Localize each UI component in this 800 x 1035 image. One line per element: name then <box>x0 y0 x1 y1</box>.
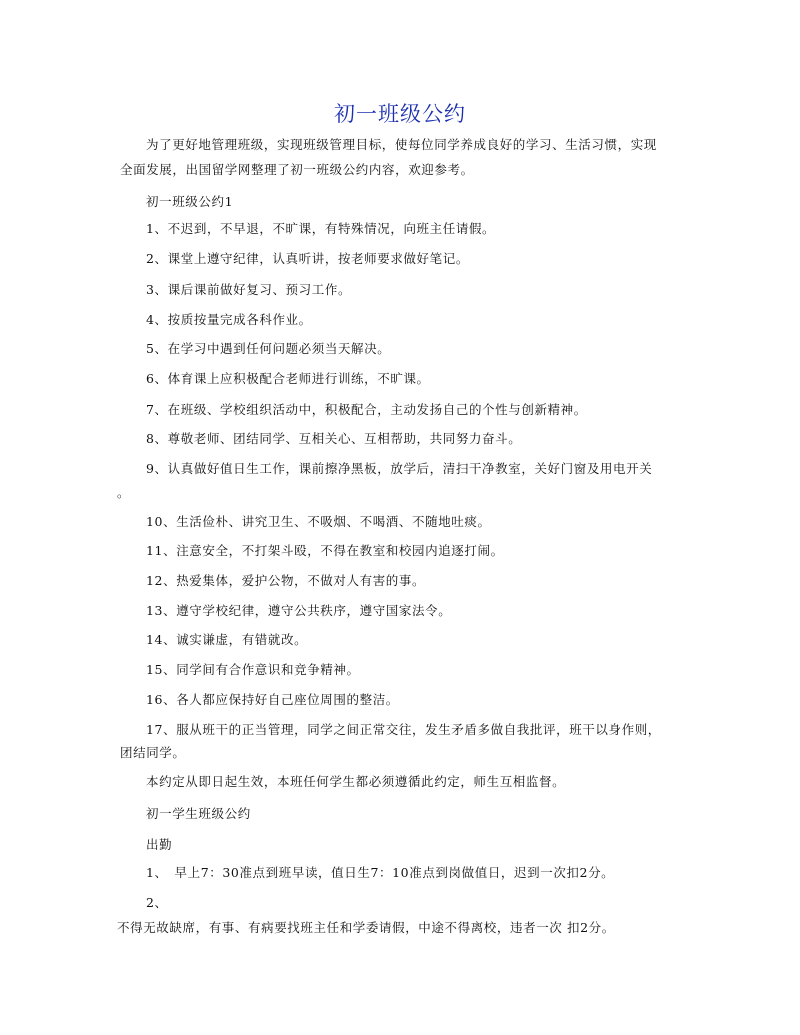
rule-item-continuation: 。 <box>117 485 131 500</box>
rule-item: 17、服从班干的正当管理，同学之间正常交往，发生矛盾多做自我批评，班干以身作则， <box>146 722 661 737</box>
rule-item: 8、尊敬老师、团结同学、互相关心、互相帮助，共同努力奋斗。 <box>146 431 522 446</box>
rule-item: 5、在学习中遇到任何问题必须当天解决。 <box>146 341 391 356</box>
rule-item: 1、不迟到，不早退，不旷课，有特殊情况，向班主任请假。 <box>146 221 496 236</box>
rule-item: 3、课后课前做好复习、预习工作。 <box>146 282 352 297</box>
section1-heading: 初一班级公约1 <box>146 194 234 209</box>
rule-item-continuation: 团结同学。 <box>120 745 186 760</box>
intro-line-2: 全面发展，出国留学网整理了初一班级公约内容，欢迎参考。 <box>120 162 474 177</box>
attendance-item-number: 2、 <box>146 895 168 910</box>
rule-item: 4、按质按量完成各科作业。 <box>146 312 312 327</box>
attendance-heading: 出勤 <box>146 837 173 852</box>
rule-item: 9、认真做好值日生工作，课前擦净黑板，放学后，清扫干净教室，关好门窗及用电开关 <box>146 461 653 476</box>
rule-item: 2、课堂上遵守纪律，认真听讲，按老师要求做好笔记。 <box>146 251 469 266</box>
rule-item: 12、热爱集体，爱护公物，不做对人有害的事。 <box>146 573 426 588</box>
section2-heading: 初一学生班级公约 <box>146 806 251 821</box>
rule-item: 13、遵守学校纪律，遵守公共秩序，遵守国家法令。 <box>146 603 452 618</box>
attendance-item: 1、 早上7：30准点到班早读，值日生7：10准点到岗做值日，迟到一次扣2分。 <box>146 865 615 880</box>
attendance-item-text: 不得无故缺席，有事、有病要找班主任和学委请假，中途不得离校，违者一次 扣2分。 <box>117 920 615 935</box>
rule-item: 15、同学间有合作意识和竞争精神。 <box>146 662 360 677</box>
rule-item: 16、各人都应保持好自己座位周围的整洁。 <box>146 692 399 707</box>
rule-item: 6、体育课上应积极配合老师进行训练，不旷课。 <box>146 371 430 386</box>
rule-item: 10、生活俭朴、讲究卫生、不吸烟、不喝酒、不随地吐痰。 <box>146 514 491 529</box>
intro-line-1: 为了更好地管理班级，实现班级管理目标，使每位同学养成良好的学习、生活习惯，实现 <box>146 137 657 152</box>
document-title: 初一班级公约 <box>334 102 466 126</box>
rule-item: 7、在班级、学校组织活动中，积极配合，主动发扬自己的个性与创新精神。 <box>146 402 587 417</box>
closing-paragraph: 本约定从即日起生效，本班任何学生都必须遵循此约定，师生互相监督。 <box>146 774 566 789</box>
rule-item: 14、诚实谦虚，有错就改。 <box>146 632 308 647</box>
rule-item: 11、注意安全，不打架斗殴，不得在教室和校园内追逐打闹。 <box>146 543 504 558</box>
